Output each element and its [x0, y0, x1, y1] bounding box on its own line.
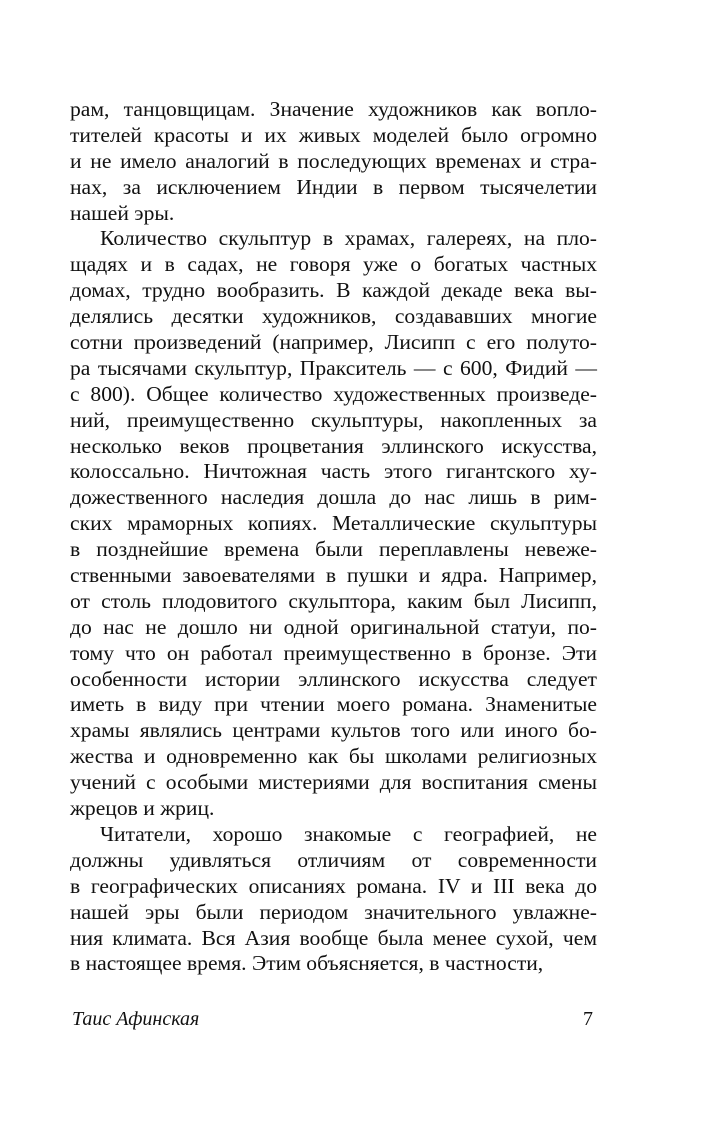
text-line: ния климата. Вся Азия вообще была менее сухой, чем — [70, 925, 597, 950]
text-line: ра тысячами скульптур, Пракситель — с 600, Фидий — — [70, 355, 597, 380]
text-line: тому что он работал преимущественно в бронзе. Эти — [70, 640, 597, 665]
text-line: должны удивляться отличиям от современности — [70, 847, 597, 872]
text-line: дожественного наследия дошла до нас лишь в рим- — [70, 485, 597, 510]
text-line: ских мраморных копиях. Металлические скульптуры — [70, 511, 597, 536]
text-line: ний, преимущественно скульптуры, накопленных за — [70, 407, 597, 432]
text-line: от столь плодовитого скульптора, каким был Лисипп, — [70, 588, 597, 613]
text-line: в позднейшие времена были переплавлены невеже- — [70, 537, 597, 562]
text-line: нашей эры. — [70, 200, 175, 225]
text-line: жества и одновременно как бы школами религиозных — [70, 744, 597, 769]
paragraph — [70, 226, 597, 821]
text-line: храмы являлись центрами культов того или иного бо- — [70, 718, 597, 743]
paragraph — [70, 822, 597, 977]
text-line: несколько веков процветания эллинского искусства, — [70, 433, 597, 458]
text-line: нах, за исключением Индии в первом тысячелетии — [70, 174, 597, 199]
paragraph — [70, 97, 597, 226]
text-line: в настоящее время. Этим объясняется, в частности, — [70, 951, 544, 976]
text-line: ственными завоевателями в пушки и ядра. Например, — [70, 563, 597, 588]
running-footer-title: Таис Афинская — [72, 1008, 200, 1030]
text-line: нашей эры были периодом значительного увлажне- — [70, 899, 597, 924]
body-text — [70, 97, 597, 977]
text-line: Читатели, хорошо знакомые с географией, не — [100, 821, 597, 846]
text-line: учений с особыми мистериями для воспитания смены — [70, 770, 597, 795]
text-line: в географических описаниях романа. IV и III века до — [70, 873, 597, 898]
text-line: делялись десятки художников, создававших многие — [70, 304, 597, 329]
text-line: с 800). Общее количество художественных произведе- — [70, 381, 597, 406]
text-line: колоссально. Ничтожная часть этого гигантского ху- — [70, 459, 597, 484]
text-line: тителей красоты и их живых моделей было огромно — [70, 122, 597, 147]
text-line: сотни произведений (например, Лисипп с его полуто- — [70, 330, 597, 355]
text-line: до нас не дошло ни одной оригинальной статуи, по- — [70, 614, 597, 639]
page-number: 7 — [583, 1008, 593, 1030]
text-line: домах, трудно вообразить. В каждой декаде века вы- — [70, 278, 597, 303]
text-line: и не имело аналогий в последующих временах и стра- — [70, 148, 597, 173]
text-line: рам, танцовщицам. Значение художников как вопло- — [70, 97, 597, 121]
text-line: особенности истории эллинского искусства следует — [70, 666, 597, 691]
text-line: Количество скульптур в храмах, галереях, на пло- — [100, 226, 597, 251]
text-line: щадях и в садах, не говоря уже о богатых частных — [70, 252, 597, 277]
text-line: жрецов и жриц. — [70, 796, 215, 821]
text-line: иметь в виду при чтении моего романа. Знаменитые — [70, 692, 597, 717]
